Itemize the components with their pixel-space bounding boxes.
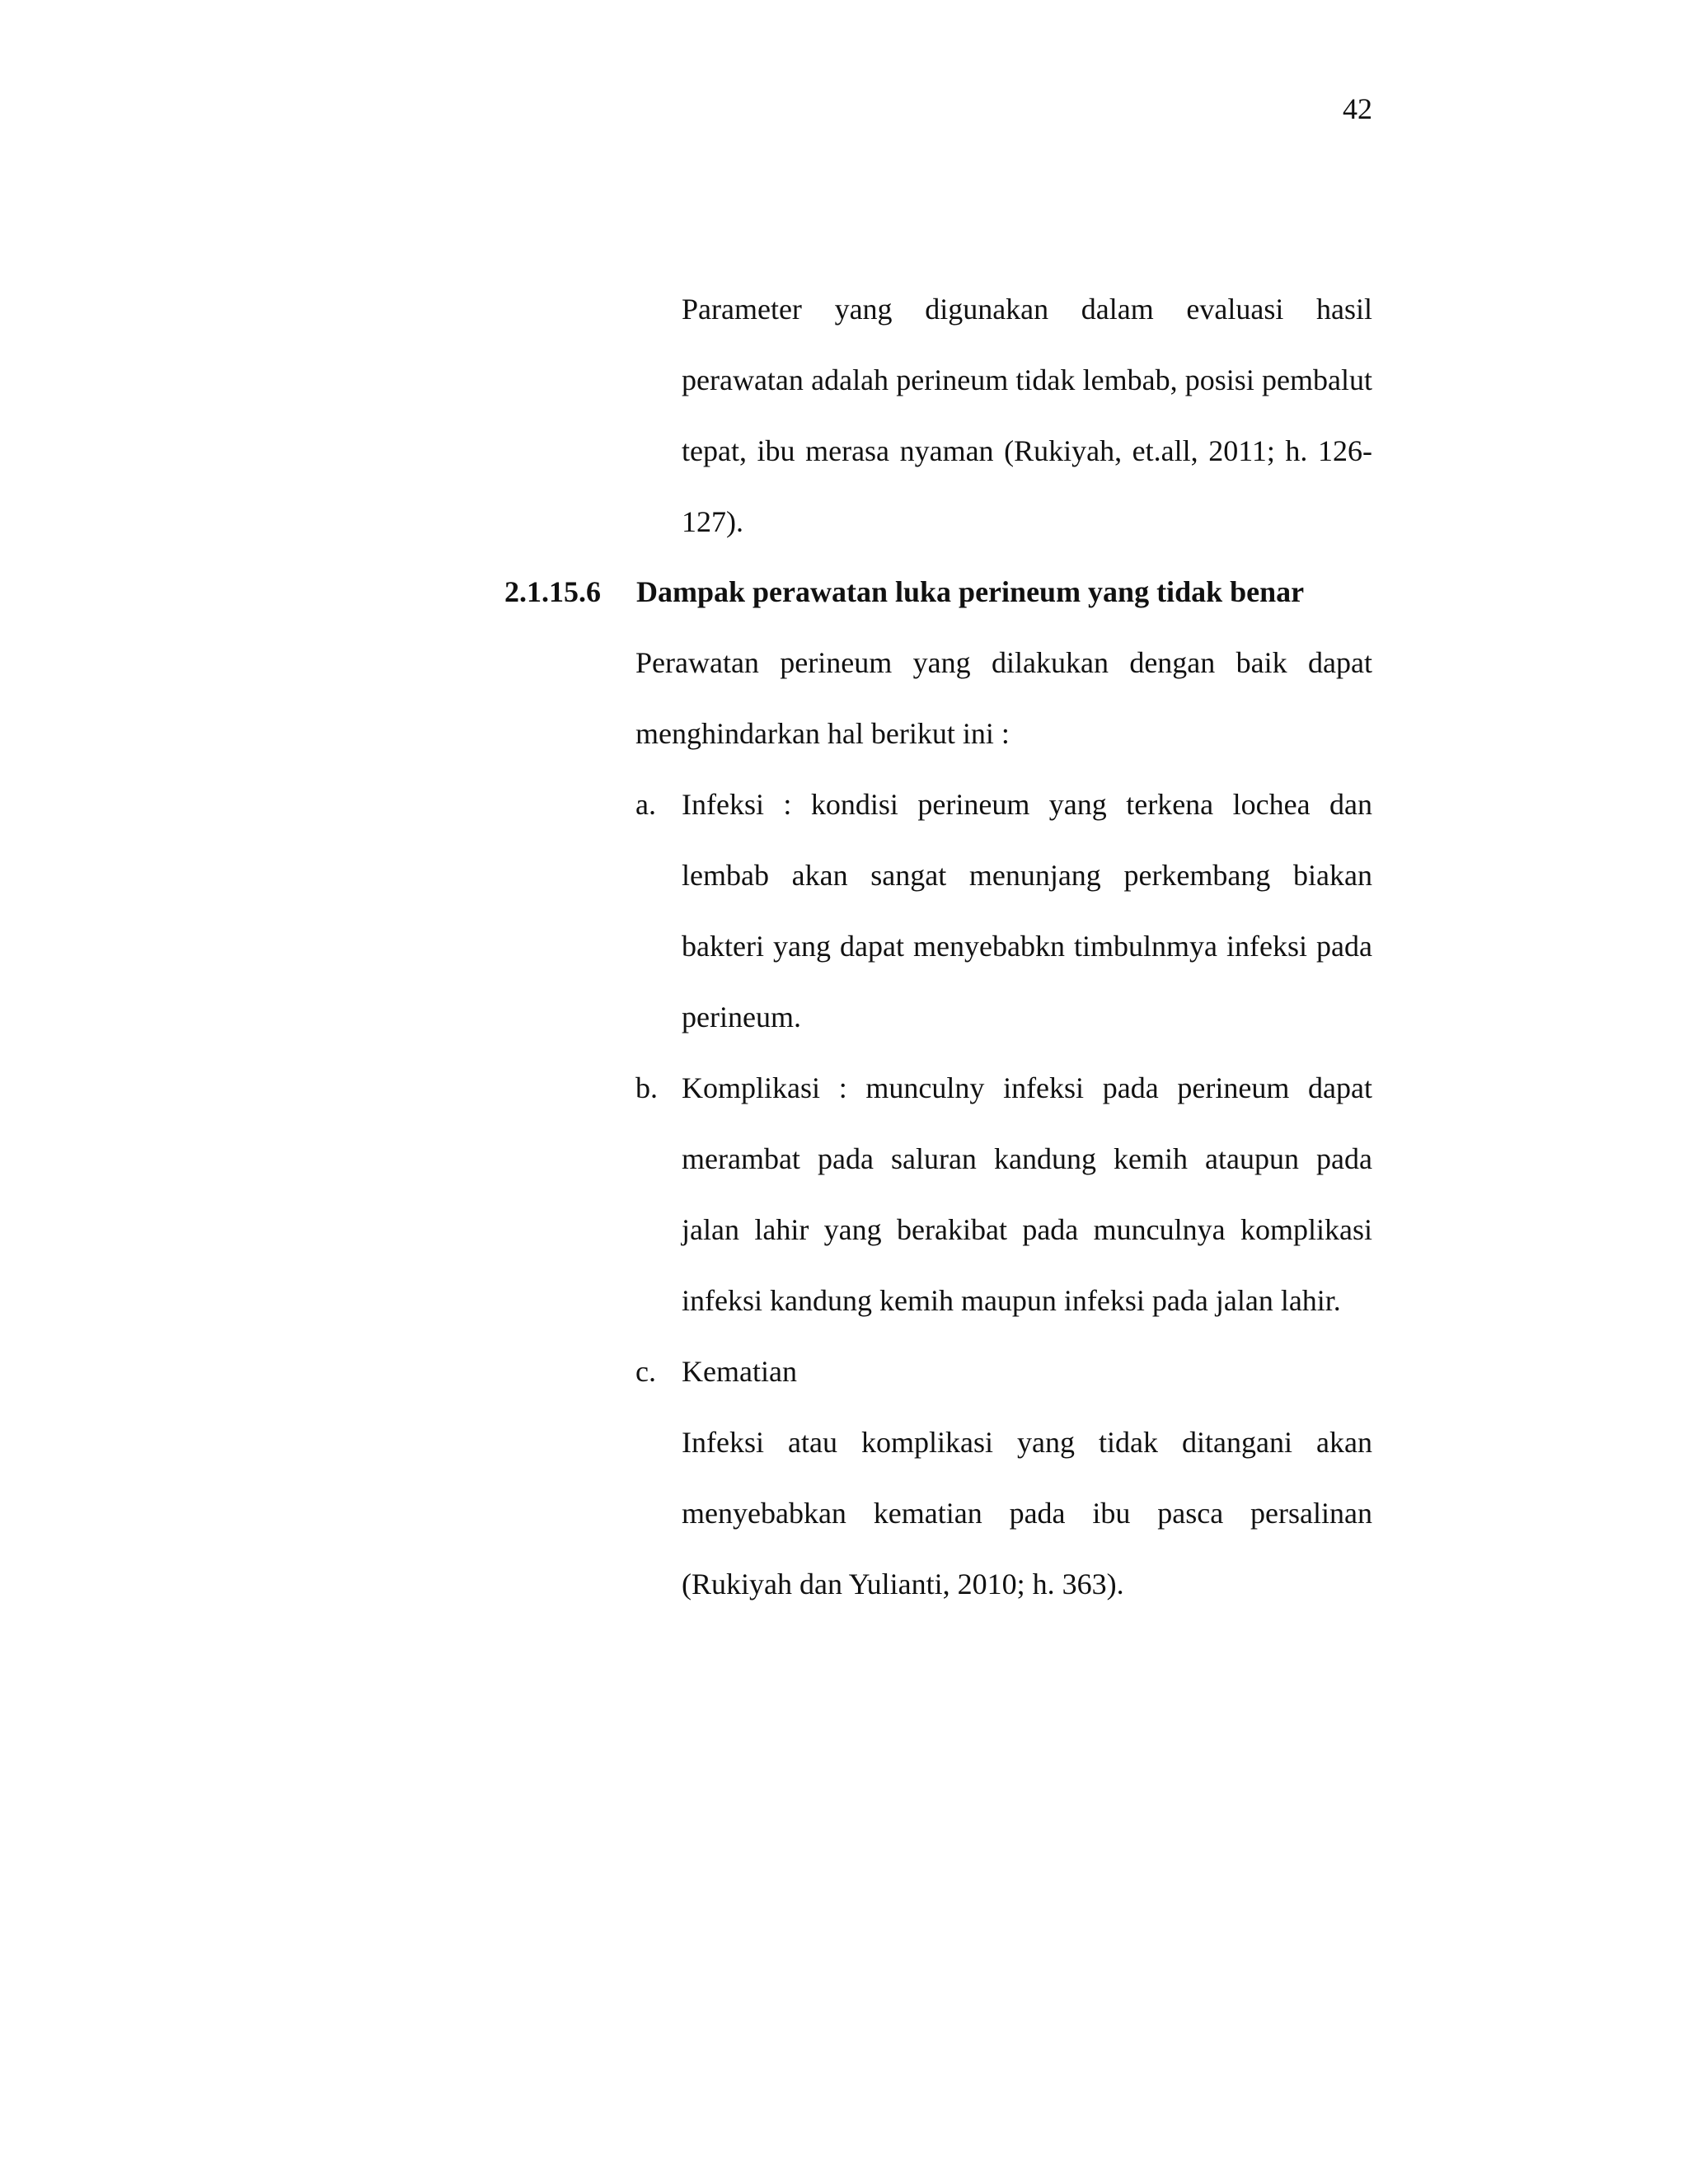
list-item <box>635 1336 1372 1619</box>
list-item-text: Komplikasi : munculny infeksi pada perineum dapat merambat pada saluran kandung kemih ataupun pada jalan lahir yang berakibat pada munculnya komplikasi infeksi kandung kemih maupun infeksi pada jalan lahir. <box>682 1071 1372 1317</box>
section-heading <box>504 556 1378 627</box>
list-item-text: Infeksi : kondisi perineum yang terkena lochea dan lembab akan sangat menunjang perkembang biakan bakteri yang dapat menyebabkn timbulnmya infeksi pada perineum. <box>682 788 1372 1033</box>
list-item <box>635 769 1372 1052</box>
section-title: Dampak perawatan luka perineum yang tidak benar <box>636 575 1305 608</box>
page-number: 42 <box>1343 92 1372 125</box>
list-item-body <box>682 1336 1372 1619</box>
list-marker: b. <box>635 1071 658 1104</box>
consequence-list <box>635 769 1372 1619</box>
intro-paragraph: Parameter yang digunakan dalam evaluasi hasil perawatan adalah perineum tidak lembab, posisi pembalut tepat, ibu merasa nyaman (Rukiyah, et.all, 2011; h. 126-127). <box>682 293 1372 538</box>
section-number: 2.1.15.6 <box>504 575 601 608</box>
list-item <box>635 1052 1372 1336</box>
list-marker: c. <box>635 1355 656 1388</box>
list-item-text: Kematian <box>682 1355 797 1388</box>
lead-paragraph: Perawatan perineum yang dilakukan dengan baik dapat menghindarkan hal berikut ini : <box>635 646 1372 750</box>
list-item-subparagraph: Infeksi atau komplikasi yang tidak ditangani akan menyebabkan kematian pada ibu pasca persalinan (Rukiyah dan Yulianti, 2010; h. 363). <box>682 1426 1372 1601</box>
list-marker: a. <box>635 788 656 821</box>
